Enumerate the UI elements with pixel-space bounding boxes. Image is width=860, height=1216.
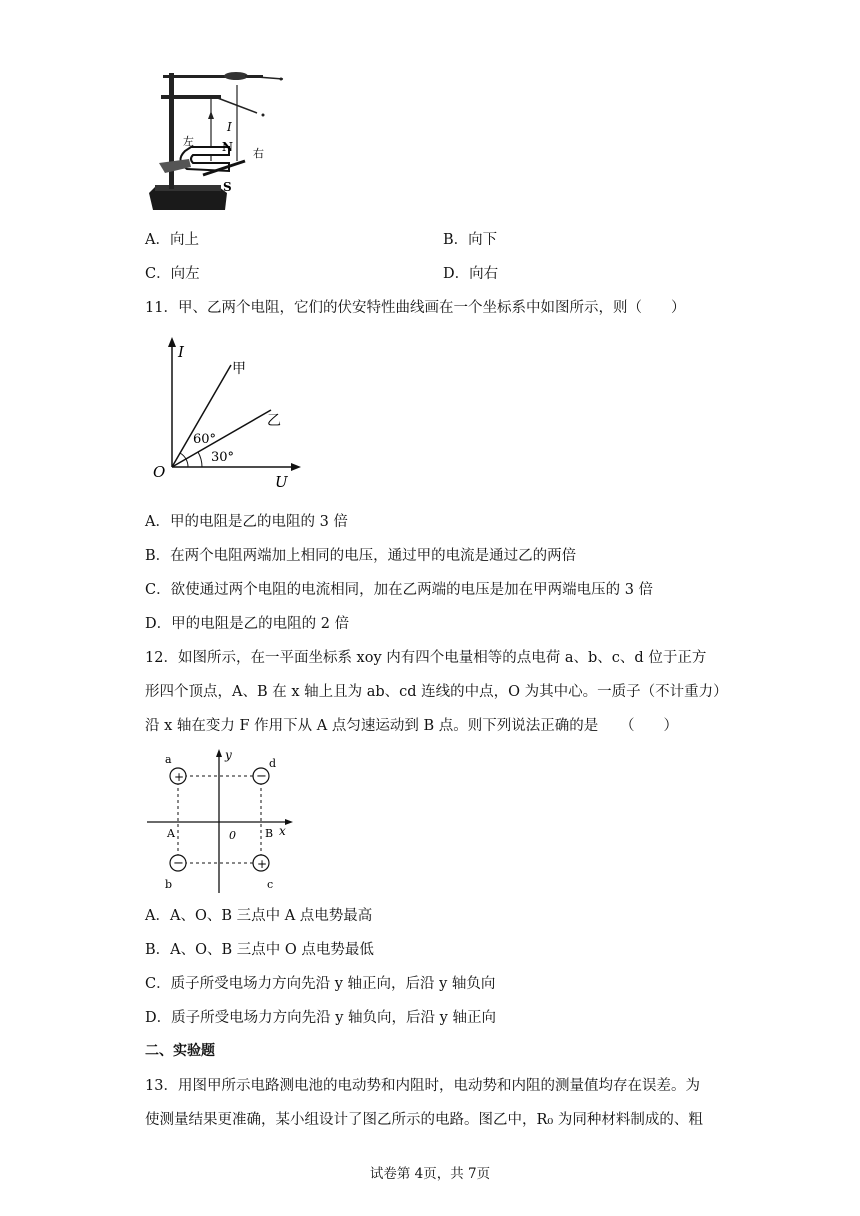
label-c: c (267, 878, 274, 891)
magnet-stand-figure (145, 65, 295, 220)
y-axis-label: I (178, 343, 184, 361)
svg-text:+: + (257, 857, 268, 871)
line-yi-label: 乙 (267, 413, 281, 429)
svg-text:+: + (174, 770, 185, 784)
label-x-axis: x (279, 824, 286, 838)
q11-option-c: C．欲使通过两个电阻的电流相同，加在乙两端的电压是加在甲两端电压的 3 倍 (145, 582, 654, 598)
q10-option-b: B．向下 (443, 232, 498, 248)
label-origin: 0 (229, 829, 236, 842)
section-heading: 二、实验题 (145, 1043, 215, 1059)
svg-text:−: − (173, 856, 184, 871)
q13-line-1: 13．用图甲所示电路测电池的电动势和内阻时，电动势和内阻的测量值均存在误差。为 (145, 1078, 700, 1094)
q13-line-2: 使测量结果更准确，某小组设计了图乙所示的电路。图乙中，R₀ 为同种材料制成的、粗 (145, 1112, 703, 1128)
q12-option-c: C．质子所受电场力方向先沿 y 轴正向，后沿 y 轴负向 (145, 976, 496, 992)
label-b: b (165, 878, 173, 891)
south-pole-label: S (223, 180, 232, 194)
line-jia-label: 甲 (232, 361, 246, 377)
iu-graph-figure (145, 335, 310, 495)
page-footer: 试卷第 4页，共 7页 (369, 1166, 491, 1182)
right-label: 右 (253, 147, 264, 160)
x-axis-label: U (275, 473, 288, 491)
q12-option-b: B．A、O、B 三点中 O 点电势最低 (145, 942, 374, 958)
q12-stem-line-3: 沿 x 轴在变力 F 作用下从 A 点匀速运动到 B 点。则下列说法正确的是 （ ） (145, 718, 678, 734)
q12-option-d: D．质子所受电场力方向先沿 y 轴负向，后沿 y 轴正向 (145, 1010, 496, 1026)
current-label: I (227, 120, 232, 134)
q11-stem: 11．甲、乙两个电阻，它们的伏安特性曲线画在一个坐标系中如图所示，则（ ） (145, 300, 686, 316)
label-point-a: A (167, 827, 175, 840)
q12-stem-line-1: 12．如图所示，在一平面坐标系 xoy 内有四个电量相等的点电荷 a、b、c、d 位于正方 (145, 650, 707, 666)
q11-option-a: A．甲的电阻是乙的电阻的 3 倍 (145, 514, 348, 530)
angle-30-label: 30° (211, 450, 235, 465)
q10-option-a: A．向上 (145, 232, 199, 248)
q10-option-c: C．向左 (145, 266, 200, 282)
angle-60-label: 60° (193, 432, 217, 447)
north-pole-label: N (222, 140, 233, 154)
label-d: d (269, 757, 277, 770)
label-y-axis: y (225, 748, 232, 762)
q11-option-d: D．甲的电阻是乙的电阻的 2 倍 (145, 616, 350, 632)
q12-stem-line-2: 形四个顶点，A、B 在 x 轴上且为 ab、cd 连线的中点，O 为其中心。一质子（不计重力） (145, 684, 728, 700)
label-point-b: B (265, 827, 274, 840)
svg-text:−: − (256, 769, 267, 784)
origin-label: O (153, 463, 166, 481)
left-label: 左 (183, 135, 194, 148)
label-a: a (165, 753, 172, 766)
q11-option-b: B．在两个电阻两端加上相同的电压，通过甲的电流是通过乙的两倍 (145, 548, 577, 564)
charges-square-figure (145, 745, 305, 895)
q10-option-d: D．向右 (443, 266, 499, 282)
q12-option-a: A．A、O、B 三点中 A 点电势最高 (145, 908, 373, 924)
